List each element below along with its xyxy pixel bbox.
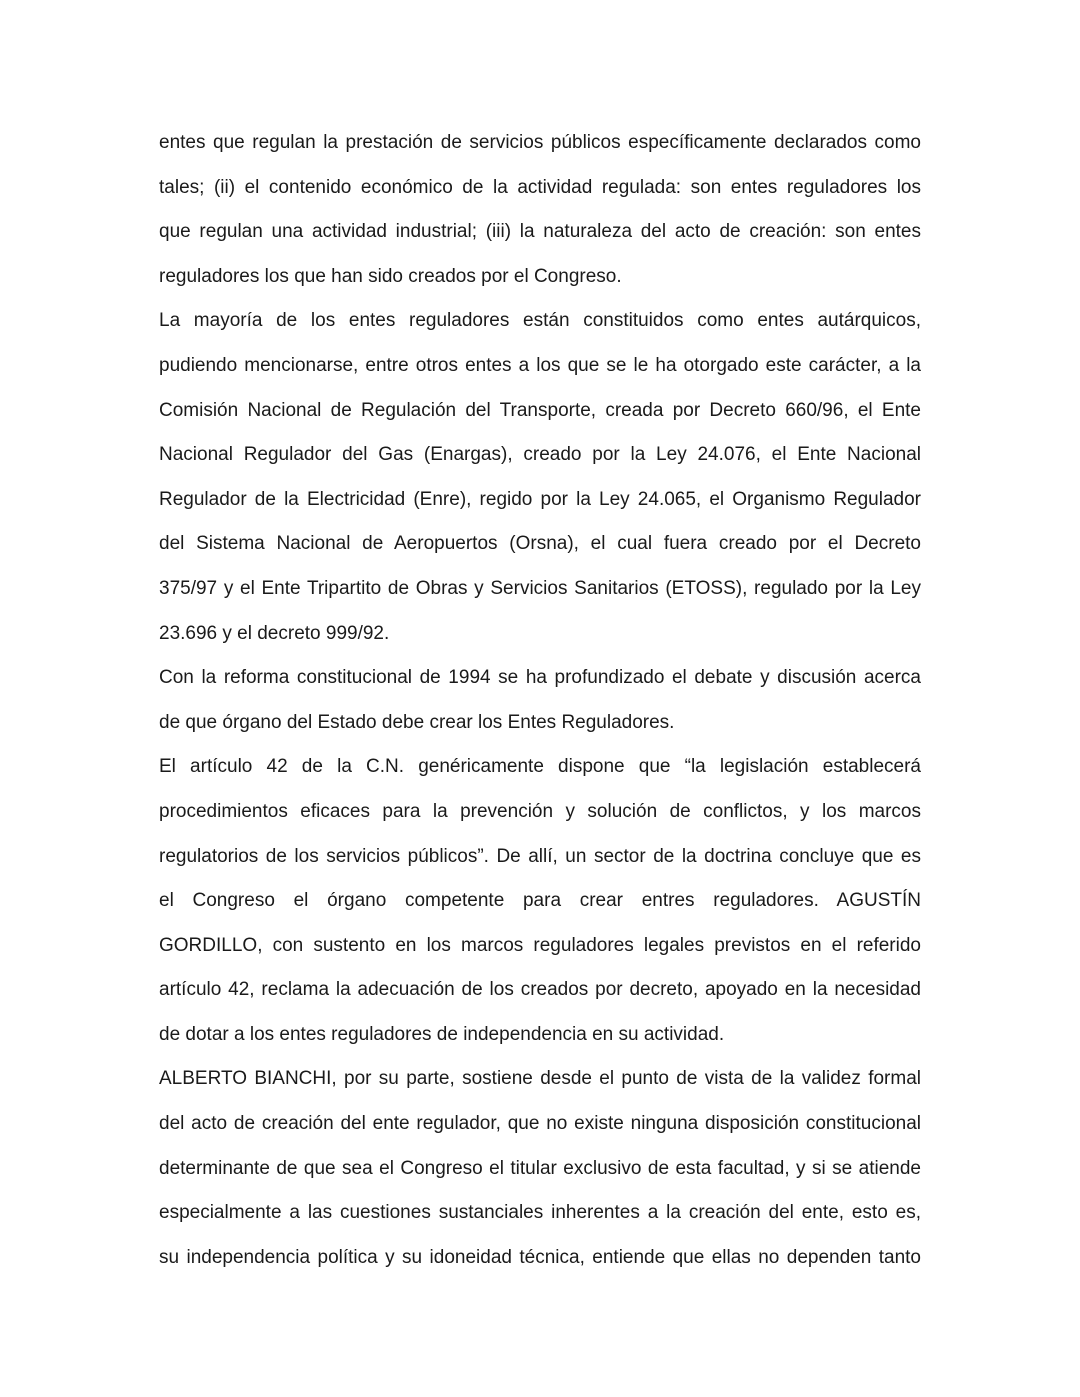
text-line: 375/97 y el Ente Tripartito de Obras y Servicios Sanitarios (ETOSS), regulado por la Ley bbox=[159, 577, 921, 599]
text-line: reguladores los que han sido creados por el Congreso. bbox=[159, 265, 622, 287]
paragraph-4 bbox=[159, 745, 921, 1057]
text-line: de dotar a los entes reguladores de independencia en su actividad. bbox=[159, 1023, 725, 1045]
text-line: Regulador de la Electricidad (Enre), regido por la Ley 24.065, el Organismo Regulador bbox=[159, 488, 921, 510]
text-line: artículo 42, reclama la adecuación de los creados por decreto, apoyado en la necesidad bbox=[159, 979, 921, 1001]
text-line: determinante de que sea el Congreso el titular exclusivo de esta facultad, y si se atiende bbox=[159, 1157, 921, 1179]
text-line: del acto de creación del ente regulador, que no existe ninguna disposición constitucional bbox=[159, 1113, 921, 1135]
text-line: regulatorios de los servicios públicos”. De allí, un sector de la doctrina concluye que es bbox=[159, 845, 921, 867]
paragraph-1 bbox=[159, 121, 921, 299]
paragraph-5 bbox=[159, 1057, 921, 1280]
text-line: Comisión Nacional de Regulación del Transporte, creada por Decreto 660/96, el Ente bbox=[159, 399, 921, 421]
paragraph-2 bbox=[159, 299, 921, 656]
text-line: Con la reforma constitucional de 1994 se ha profundizado el debate y discusión acerca bbox=[159, 667, 921, 689]
text-line: 23.696 y el decreto 999/92. bbox=[159, 622, 390, 644]
paragraph-3 bbox=[159, 656, 921, 745]
text-line: que regulan una actividad industrial; (iii) la naturaleza del acto de creación: son entes bbox=[159, 221, 921, 243]
text-line: tales; (ii) el contenido económico de la actividad regulada: son entes reguladores los bbox=[159, 176, 921, 198]
text-line: procedimientos eficaces para la prevención y solución de conflictos, y los marcos bbox=[159, 800, 921, 822]
text-line: su independencia política y su idoneidad técnica, entiende que ellas no dependen tanto bbox=[159, 1246, 921, 1268]
text-line: ALBERTO BIANCHI, por su parte, sostiene desde el punto de vista de la validez formal bbox=[159, 1068, 921, 1090]
text-line: Nacional Regulador del Gas (Enargas), creado por la Ley 24.076, el Ente Nacional bbox=[159, 444, 921, 466]
text-line: entes que regulan la prestación de servicios públicos específicamente declarados como bbox=[159, 132, 921, 153]
text-line: el Congreso el órgano competente para crear entres reguladores. AGUSTÍN bbox=[159, 890, 921, 912]
text-line: La mayoría de los entes reguladores están constituidos como entes autárquicos, bbox=[159, 310, 921, 332]
text-line: del Sistema Nacional de Aeropuertos (Orsna), el cual fuera creado por el Decreto bbox=[159, 533, 921, 555]
text-line: pudiendo mencionarse, entre otros entes a los que se le ha otorgado este carácter, a la bbox=[159, 354, 921, 376]
text-line: especialmente a las cuestiones sustanciales inherentes a la creación del ente, esto es, bbox=[159, 1202, 921, 1224]
text-line: GORDILLO, con sustento en los marcos reguladores legales previstos en el referido bbox=[159, 934, 921, 956]
text-line: El artículo 42 de la C.N. genéricamente dispone que “la legislación establecerá bbox=[159, 756, 921, 778]
text-line: de que órgano del Estado debe crear los Entes Reguladores. bbox=[159, 711, 675, 733]
document-body bbox=[159, 121, 921, 1280]
